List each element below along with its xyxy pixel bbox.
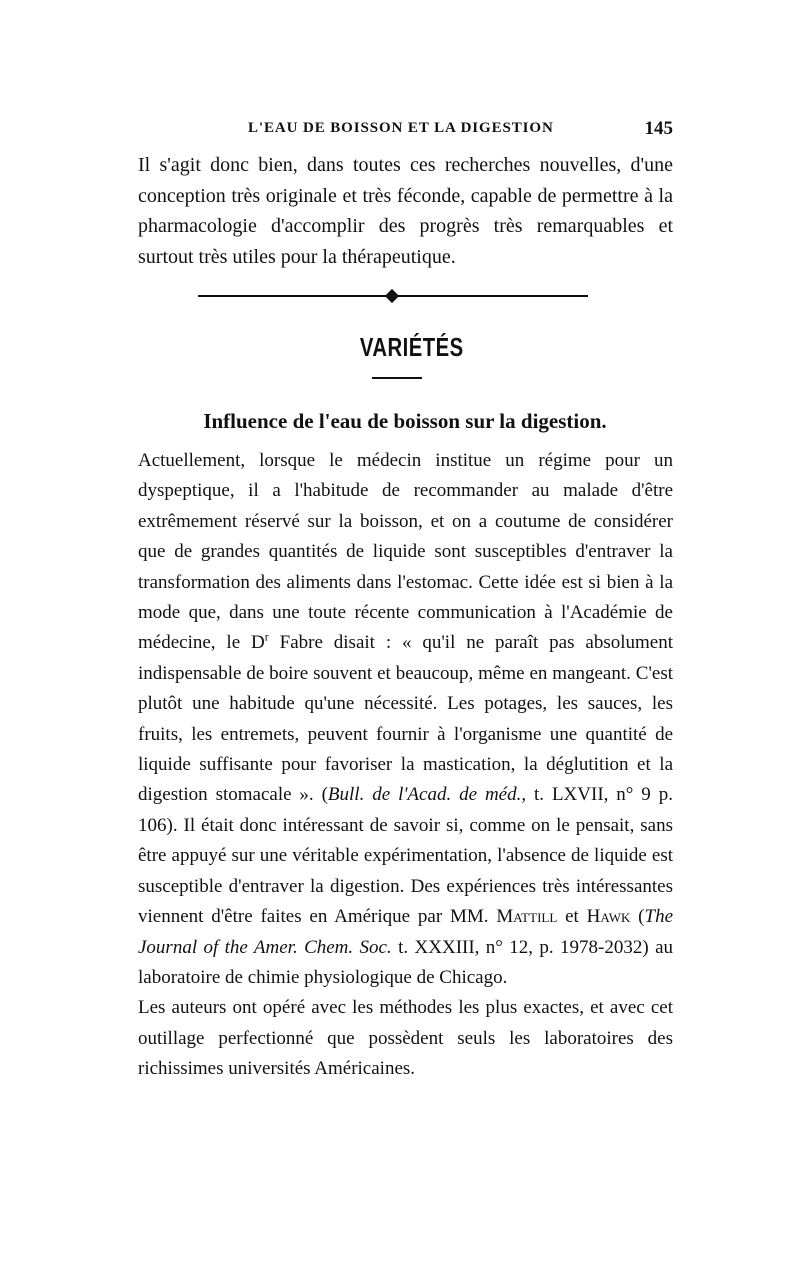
running-head [138, 120, 673, 142]
article-text: t. XXXIII, n° 12, p. 1978-2032) au laboratoire de chimie physiologique de Chicago. [138, 936, 674, 988]
author-name: Hawk [586, 906, 631, 928]
citation-bulletin: Bull. de l'Acad. de méd. [327, 784, 522, 806]
article-text: , t. LXVII, n° 9 p. 106). Il était donc intéressant de savoir si, comme on le pensait, sans être appuyé sur une véritable expérimentation, l'absence de liquide est susceptible d'entraver la digestion. Des expériences très intéressantes viennent d'être faites en Amérique par MM. [138, 784, 673, 928]
article-body [138, 446, 673, 1085]
article-text: Actuellement, lorsque le médecin institue un régime pour un dyspeptique, il a l'habitude de recommander au malade d'être extrêmement réservé sur la boisson, et on a coutume de considérer que de grandes quantités de liquide sont susceptibles d'entraver la transformation des aliments dans l'estomac. Cette idée est si bien à la mode que, dans une toute récente communication à l'Académie de médecine, le D [138, 450, 673, 654]
intro-paragraph: Il s'agit donc bien, dans toutes ces recherches nouvelles, d'une conception très originale et très féconde, capable de permettre à la pharmacologie d'accomplir des progrès très remarquables et surtout très utiles pour la thérapeutique. [138, 154, 673, 268]
section-title-rule [372, 377, 422, 379]
diamond-ornament-icon [385, 289, 399, 303]
article-paragraph-1 [138, 446, 673, 993]
citation-journal: The Journal of the Amer. Chem. Soc. [138, 906, 674, 958]
section-title: VARIÉTÉS [359, 332, 464, 362]
article-text: et [557, 906, 587, 928]
author-name: Mattill [496, 906, 558, 928]
section-divider-ornament [198, 292, 588, 300]
running-title: L'EAU DE BOISSON ET LA DIGESTION [248, 120, 554, 136]
article-text: ( [630, 906, 645, 928]
doctor-superscript: r [264, 630, 269, 645]
article-text: Fabre disait : « qu'il ne paraît pas absolument indispensable de boire souvent et beaucoup, même en mangeant. C'est plutôt une habitude qu'une nécessité. Les potages, les sauces, les fruits, les entremets, peuvent fournir à l'organisme une quantité de liquide suffisante pour favoriser la mastication, la déglutition et la digestion stomacale ». ( [138, 632, 673, 806]
article-paragraph-2: Les auteurs ont opéré avec les méthodes les plus exactes, et avec cet outillage perfectionné que possèdent seuls les laboratoires des richissimes universités Américaines. [138, 997, 673, 1080]
page-number: 145 [644, 118, 673, 139]
article-subheading: Influence de l'eau de boisson sur la digestion. [203, 409, 607, 433]
